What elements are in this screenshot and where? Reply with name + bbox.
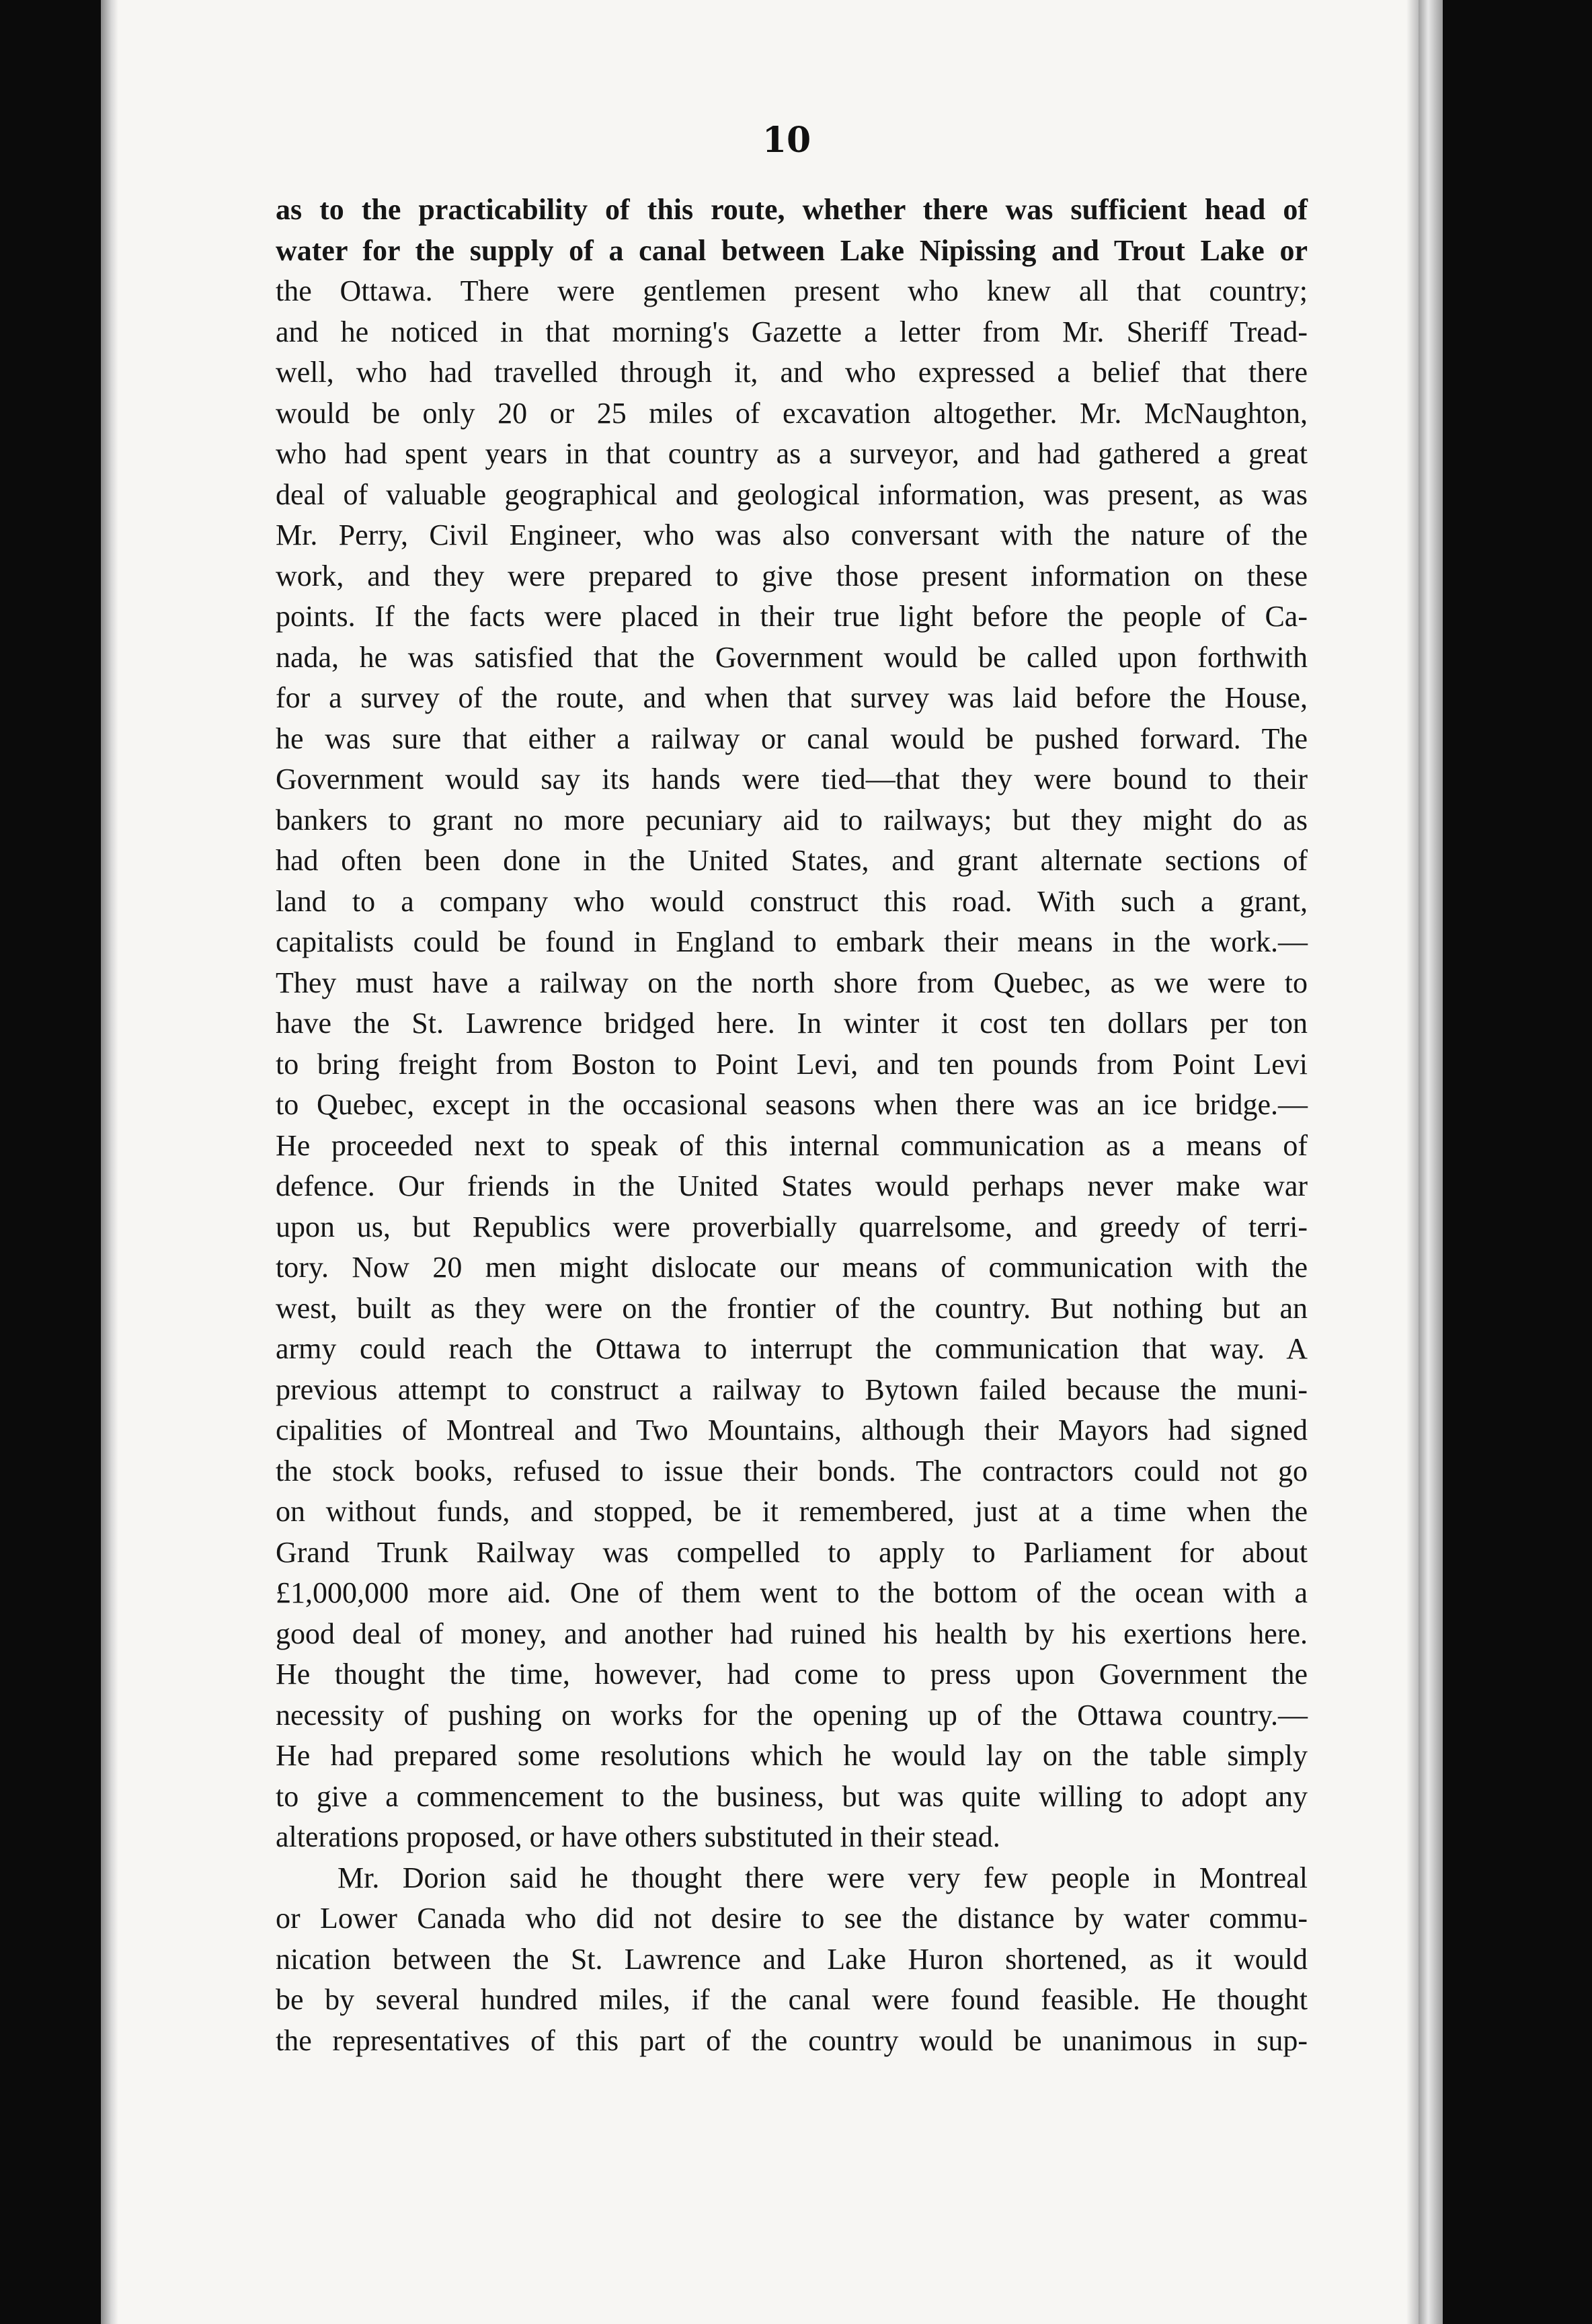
page-gutter-shadow (101, 0, 118, 2324)
text-line: land to a company who would construct this road. With such a grant, (276, 884, 1308, 918)
text-line: on without funds, and stopped, be it remembered, just at a time when the (276, 1495, 1308, 1528)
text-line: to Quebec, except in the occasional seasons when there was an ice bridge.— (276, 1088, 1308, 1121)
text-line: good deal of money, and another had ruined his health by his exertions here. (276, 1617, 1308, 1650)
text-line: £1,000,000 more aid. One of them went to the bottom of the ocean with a (276, 1576, 1308, 1609)
page-number: 10 (762, 120, 811, 161)
text-line: as to the practicability of this route, whether there was sufficient head of (276, 193, 1308, 226)
text-line: nication between the St. Lawrence and Lake Huron shortened, as it would (276, 1942, 1308, 1976)
text-line: and he noticed in that morning's Gazette a letter from Mr. Sheriff Tread- (276, 315, 1308, 348)
text-line: nada, he was satisfied that the Government would be called upon forthwith (276, 640, 1308, 674)
text-line: for a survey of the route, and when that survey was laid before the House, (276, 681, 1308, 714)
text-line: They must have a railway on the north shore from Quebec, as we were to (276, 966, 1308, 999)
text-line: the Ottawa. There were gentlemen present who knew all that country; (276, 274, 1308, 307)
text-line: Government would say its hands were tied—that they were bound to their (276, 763, 1308, 796)
text-line: necessity of pushing on works for the opening up of the Ottawa country.— (276, 1698, 1308, 1732)
text-line: have the St. Lawrence bridged here. In winter it cost ten dollars per ton (276, 1007, 1308, 1040)
text-line: capitalists could be found in England to embark their means in the work.— (276, 925, 1308, 958)
text-line: would be only 20 or 25 miles of excavation altogether. Mr. McNaughton, (276, 396, 1308, 430)
text-line: had often been done in the United States, and grant alternate sections of (276, 844, 1308, 877)
text-line: army could reach the Ottawa to interrupt the communication that way. A (276, 1332, 1308, 1365)
text-line: well, who had travelled through it, and who expressed a belief that there (276, 356, 1308, 389)
text-line: water for the supply of a canal between Lake Nipissing and Trout Lake or (276, 233, 1308, 267)
text-line: Grand Trunk Railway was compelled to apply to Parliament for about (276, 1535, 1308, 1569)
text-line: work, and they were prepared to give those present information on these (276, 559, 1308, 592)
text-line: west, built as they were on the frontier of the country. But nothing but an (276, 1291, 1308, 1325)
page-edge (1419, 0, 1443, 2324)
text-line: upon us, but Republics were proverbially quarrelsome, and greedy of terri- (276, 1210, 1308, 1243)
body-text (276, 190, 1308, 2061)
text-line: bankers to grant no more pecuniary aid to railways; but they might do as (276, 803, 1308, 837)
text-line: cipalities of Montreal and Two Mountains, although their Mayors had signed (276, 1413, 1308, 1446)
text-line: He had prepared some resolutions which he would lay on the table simply (276, 1739, 1308, 1772)
text-line: be by several hundred miles, if the canal were found feasible. He thought (276, 1983, 1308, 2016)
text-line: previous attempt to construct a railway to Bytown failed because the muni- (276, 1372, 1308, 1406)
text-line: deal of valuable geographical and geological information, was present, as was (276, 477, 1308, 511)
page-right-shadow (1406, 0, 1419, 2324)
text-line: to bring freight from Boston to Point Levi, and ten pounds from Point Levi (276, 1047, 1308, 1081)
text-line: points. If the facts were placed in their true light before the people of Ca- (276, 600, 1308, 633)
text-line: to give a commencement to the business, but was quite willing to adopt any (276, 1779, 1308, 1813)
text-line: the stock books, refused to issue their bonds. The contractors could not go (276, 1454, 1308, 1487)
text-line: He thought the time, however, had come to press upon Government the (276, 1658, 1308, 1691)
text-line: Mr. Perry, Civil Engineer, who was also conversant with the nature of the (276, 518, 1308, 551)
text-line: the representatives of this part of the country would be unanimous in sup- (276, 2023, 1308, 2057)
text-line: Mr. Dorion said he thought there were very few people in Montreal (337, 1861, 1308, 1894)
text-line: or Lower Canada who did not desire to see the distance by water commu- (276, 1902, 1308, 1935)
text-line: He proceeded next to speak of this internal communication as a means of (276, 1128, 1308, 1162)
text-line: tory. Now 20 men might dislocate our means of communication with the (276, 1251, 1308, 1284)
text-line: alterations proposed, or have others substituted in their stead. (276, 1820, 1000, 1853)
text-line: he was sure that either a railway or canal would be pushed forward. The (276, 722, 1308, 755)
text-line: who had spent years in that country as a surveyor, and had gathered a great (276, 437, 1308, 470)
text-line: defence. Our friends in the United States would perhaps never make war (276, 1169, 1308, 1202)
